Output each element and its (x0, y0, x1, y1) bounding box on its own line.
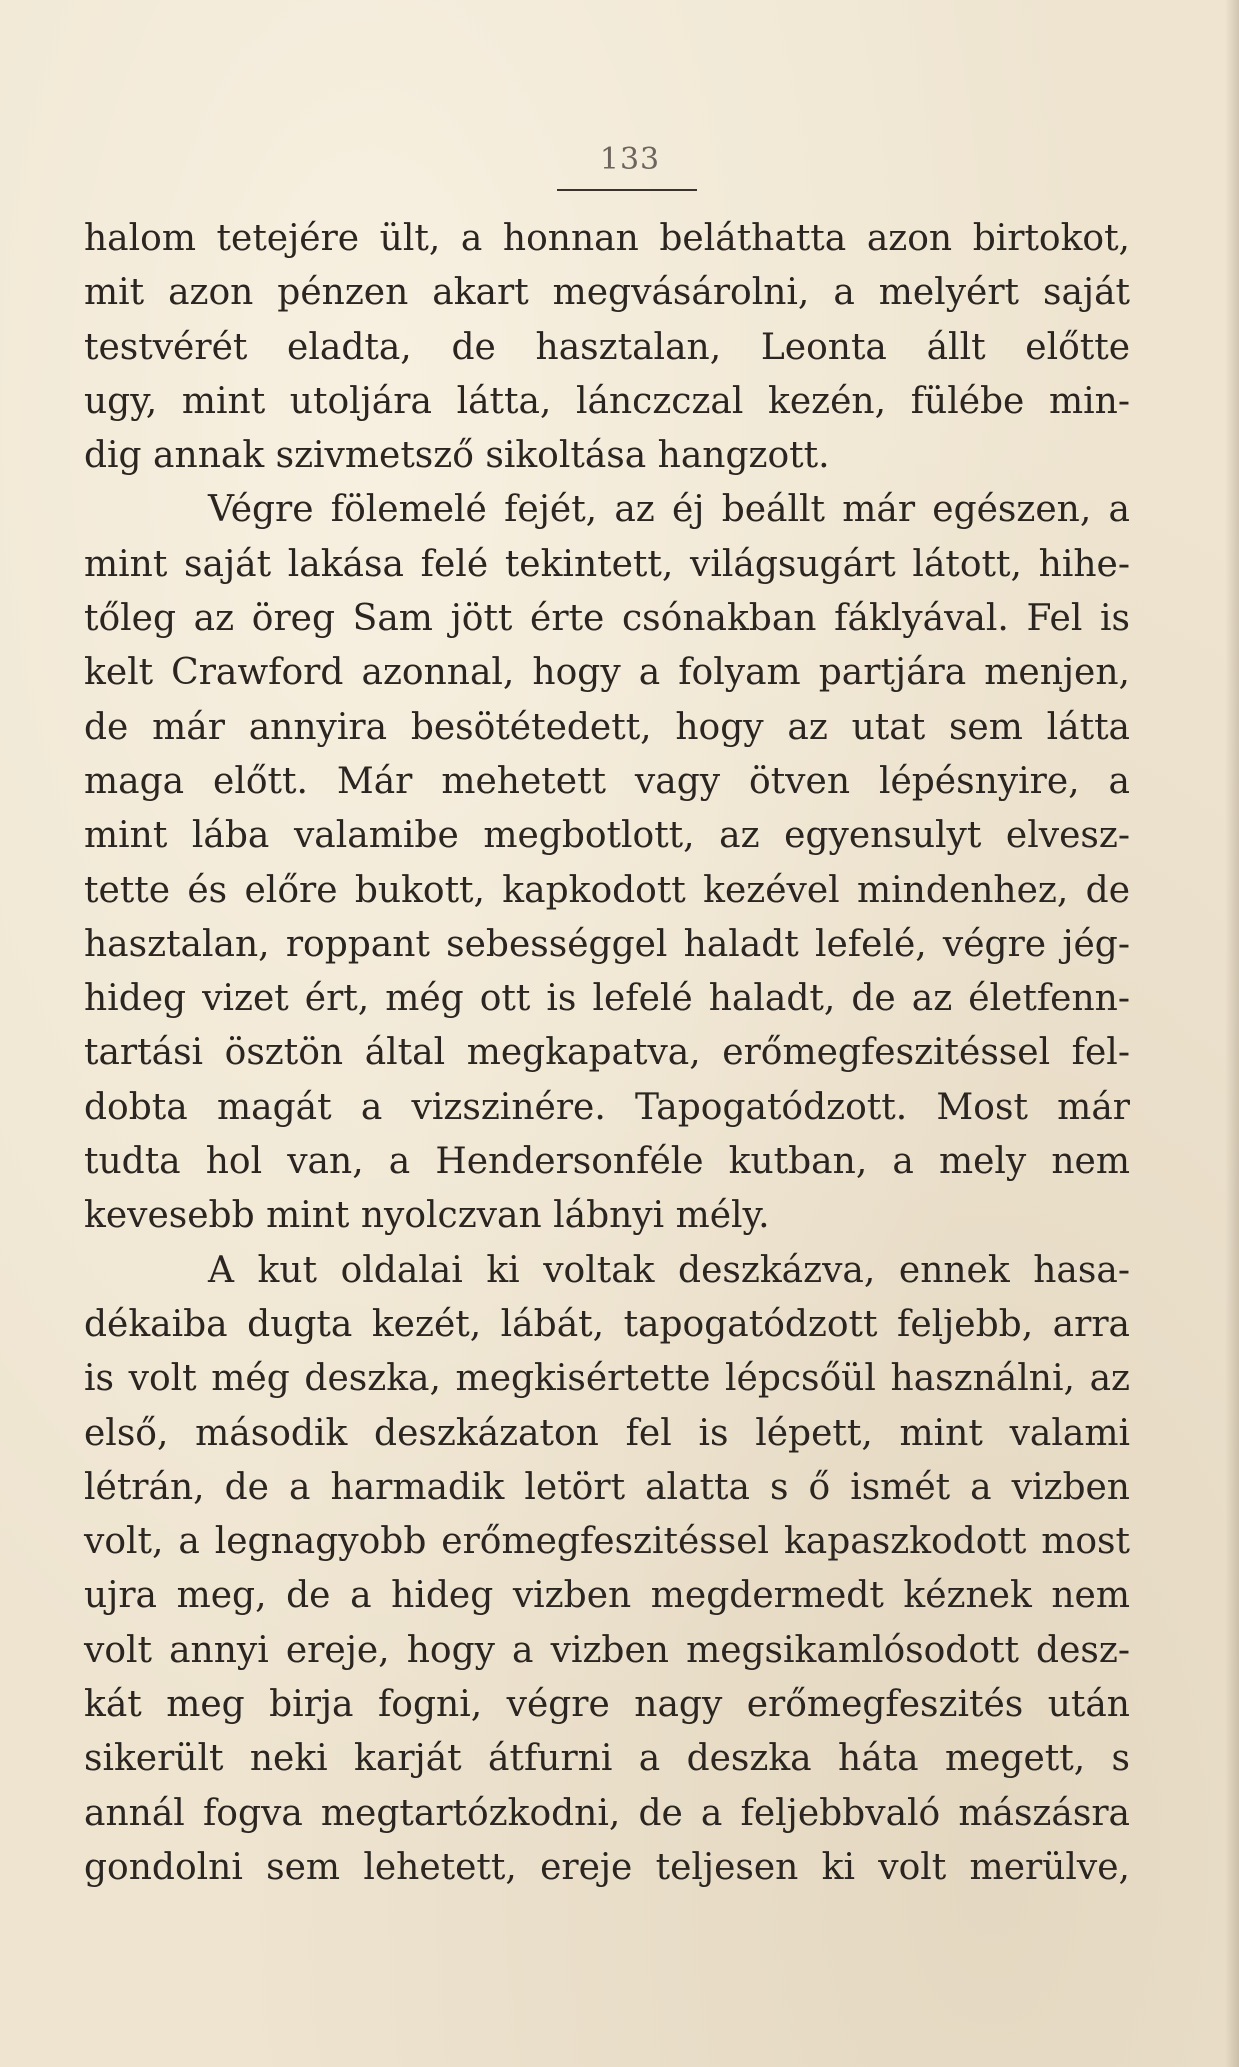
text-line: első, második deszkázaton fel is lépett, mint valami (84, 1412, 1130, 1454)
text-line: dig annak szivmetsző sikoltása hangzott. (84, 435, 830, 477)
text-line: testvérét eladta, de hasztalan, Leonta állt előtte (84, 326, 1130, 368)
text-line: létrán, de a harmadik letört alatta s ő ismét a vizben (84, 1466, 1130, 1508)
text-line: kevesebb mint nyolczvan lábnyi mély. (84, 1195, 770, 1237)
text-line: kelt Crawford azonnal, hogy a folyam partjára menjen, (84, 652, 1130, 694)
text-line: tőleg az öreg Sam jött érte csónakban fáklyával. Fel is (84, 598, 1130, 640)
text-line: tudta hol van, a Hendersonféle kutban, a mely nem (84, 1141, 1130, 1183)
text-line: mint lába valamibe megbotlott, az egyensulyt elvesz- (84, 815, 1130, 857)
text-line: ugy, mint utoljára látta, lánczczal kezén, fülébe min- (84, 380, 1130, 422)
text-line: hasztalan, roppant sebességgel haladt lefelé, végre jég- (84, 923, 1130, 965)
paragraph-start-line: A kut oldalai ki voltak deszkázva, ennek hasa- (208, 1249, 1130, 1291)
text-line: volt annyi ereje, hogy a vizben megsikamlósodott desz- (84, 1629, 1130, 1671)
page-number-rule (557, 189, 697, 191)
body-text (84, 212, 1130, 1895)
text-line: is volt még deszka, megkisértette lépcsőül használni, az (84, 1358, 1130, 1400)
text-line: volt, a legnagyobb erőmegfeszitéssel kapaszkodott most (84, 1521, 1130, 1563)
text-line: mit azon pénzen akart megvásárolni, a melyért saját (84, 272, 1130, 314)
text-line: dobta magát a vizszinére. Tapogatódzott. Most már (84, 1086, 1130, 1128)
text-line: tette és előre bukott, kapkodott kezével mindenhez, de (84, 869, 1130, 911)
page-edge-shadow (1225, 0, 1239, 2067)
text-line: kát meg birja fogni, végre nagy erőmegfeszités után (84, 1684, 1130, 1726)
text-line: tartási ösztön által megkapatva, erőmegfeszitéssel fel- (84, 1032, 1130, 1074)
text-line: mint saját lakása felé tekintett, világsugárt látott, hihe- (84, 543, 1130, 585)
text-line: halom tetejére ült, a honnan beláthatta azon birtokot, (84, 218, 1130, 259)
text-line: maga előtt. Már mehetett vagy ötven lépésnyire, a (84, 760, 1130, 802)
text-line: dékaiba dugta kezét, lábát, tapogatódzott feljebb, arra (84, 1303, 1130, 1345)
text-line: annál fogva megtartózkodni, de a feljebbvaló mászásra (84, 1792, 1130, 1834)
text-line: sikerült neki karját átfurni a deszka háta megett, s (84, 1738, 1130, 1780)
paragraph-start-line: Végre fölemelé fejét, az éj beállt már egészen, a (208, 489, 1130, 531)
text-line: ujra meg, de a hideg vizben megdermedt kéznek nem (84, 1575, 1130, 1617)
text-line: gondolni sem lehetett, ereje teljesen ki volt merülve, (84, 1846, 1130, 1888)
text-line: hideg vizet ért, még ott is lefelé haladt, de az életfenn- (84, 978, 1130, 1020)
page-number: 133 (599, 142, 661, 177)
text-line: de már annyira besötétedett, hogy az utat sem látta (84, 706, 1130, 748)
